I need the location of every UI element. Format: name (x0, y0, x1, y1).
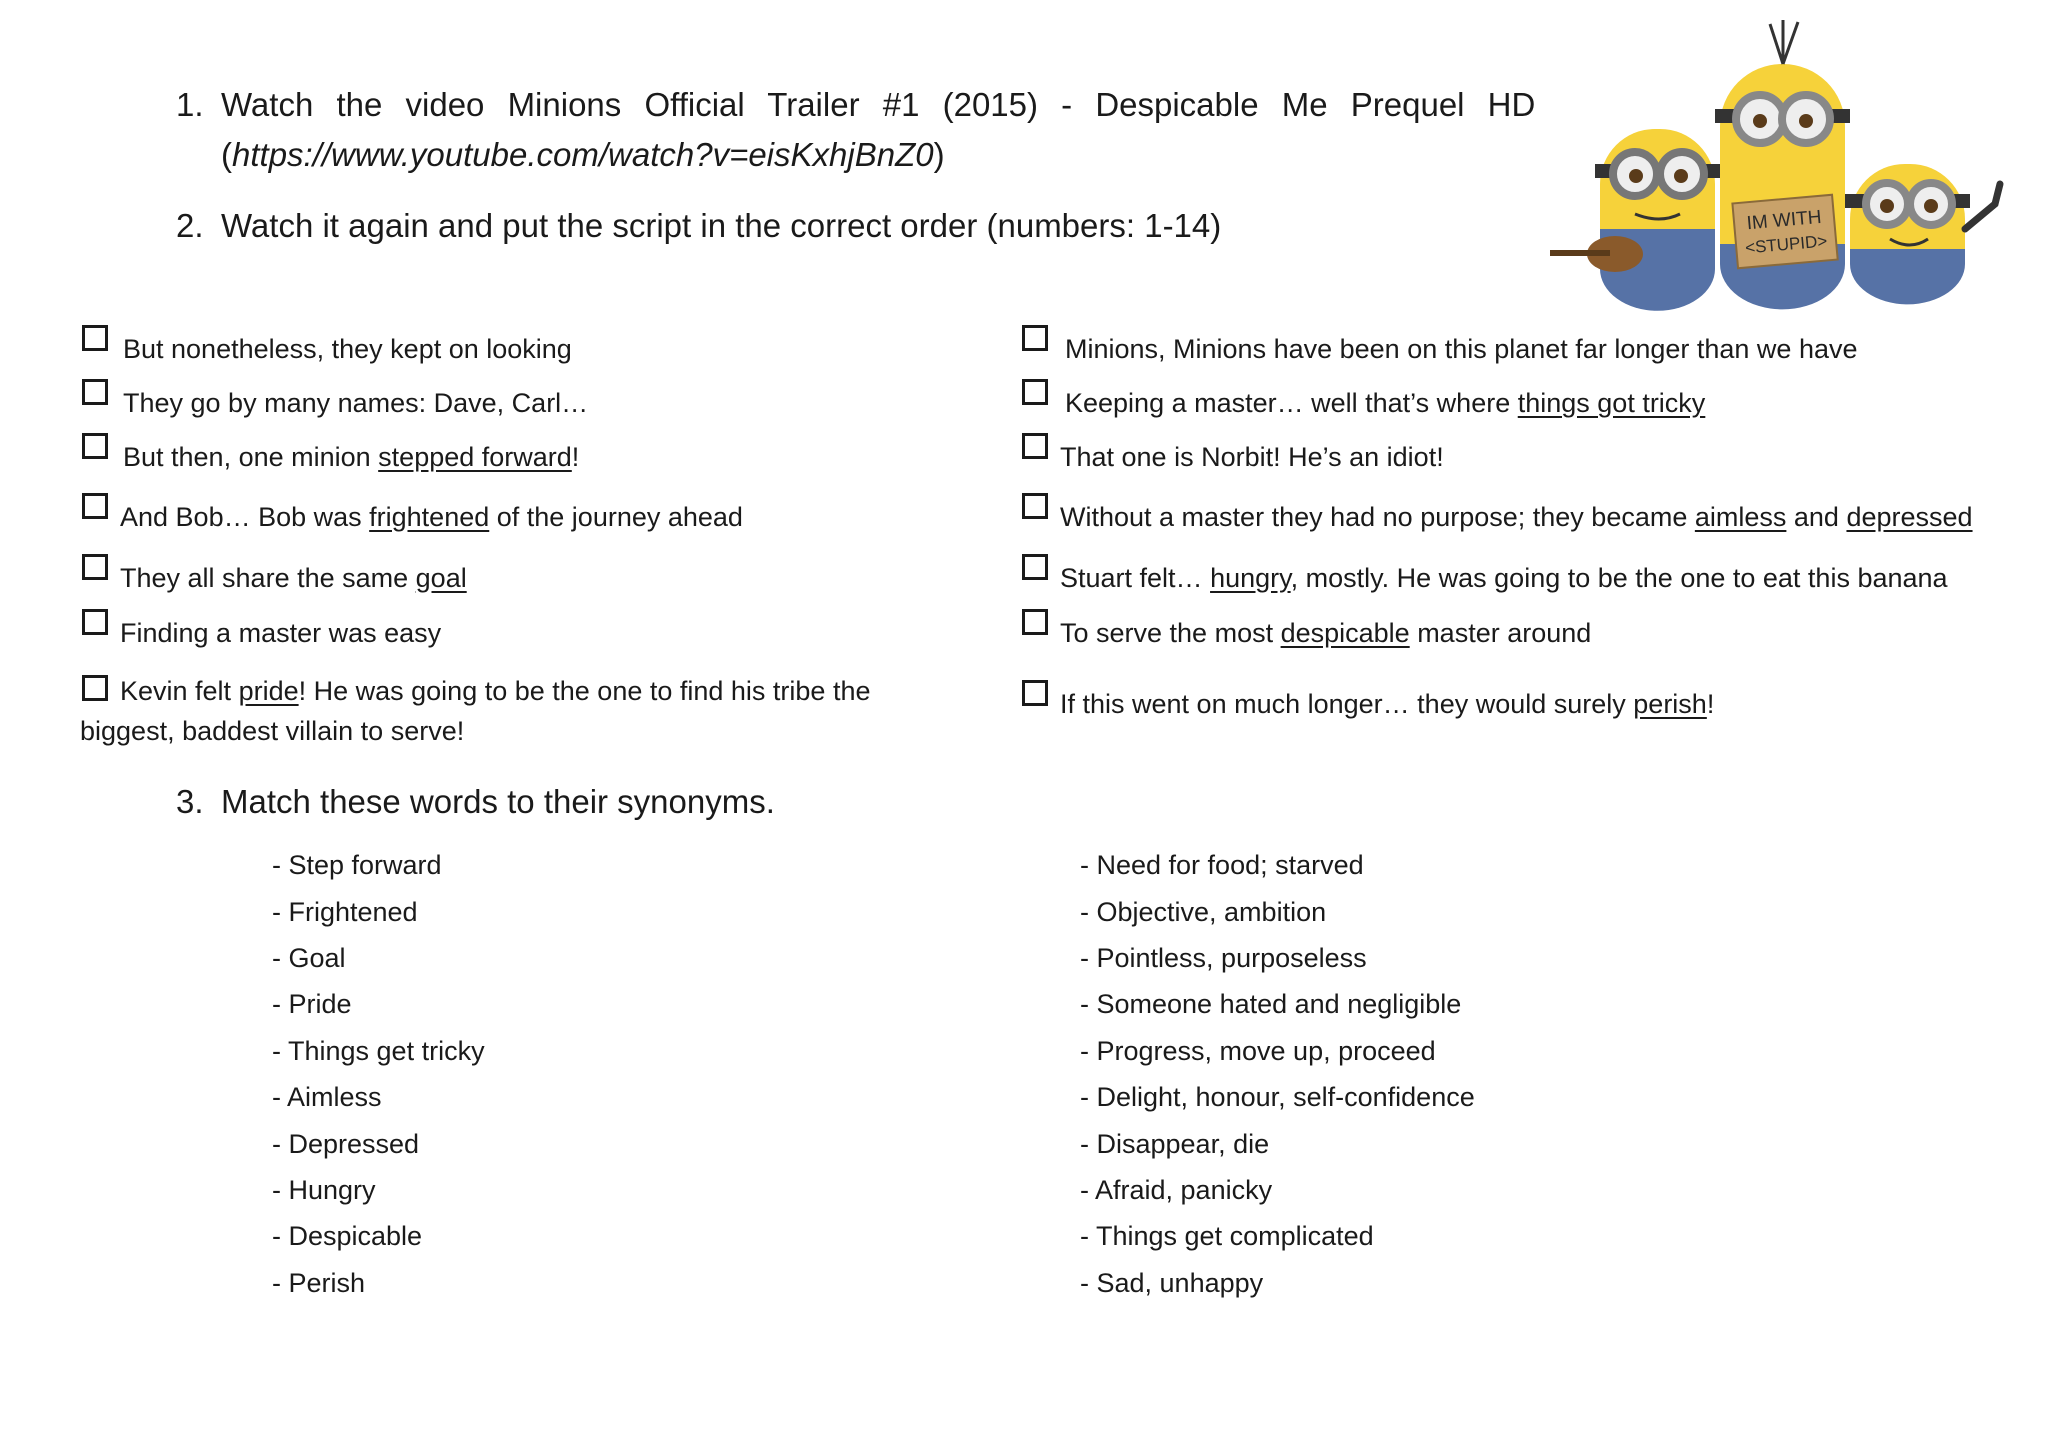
instruction-3-text: Match these words to their synonyms. (221, 783, 775, 820)
script-line (120, 562, 467, 595)
script-line: Finding a master was easy (120, 618, 442, 648)
text-part: And Bob… Bob was (120, 502, 370, 532)
script-item-left-1 (82, 333, 572, 366)
order-checkbox[interactable] (1022, 609, 1048, 635)
order-checkbox[interactable] (82, 675, 108, 701)
order-checkbox[interactable] (82, 609, 108, 635)
script-item-right-5 (1022, 562, 1948, 595)
script-line (1060, 562, 1948, 595)
text-part: Stuart felt… (1060, 563, 1211, 593)
sign-line-2: <STUPID> (1744, 231, 1828, 258)
word-item: - Aimless (272, 1082, 382, 1112)
script-item-left-4 (82, 501, 743, 534)
text-part: master around (1409, 618, 1592, 648)
word-item: - Frightened (272, 897, 418, 927)
minion-middle (1715, 20, 1850, 309)
synonym-item: - Things get complicated (1080, 1221, 1374, 1251)
vocab-word: despicable (1280, 618, 1410, 648)
order-checkbox[interactable] (1022, 554, 1048, 580)
synonym-item: - Sad, unhappy (1080, 1268, 1264, 1298)
instruction-3 (176, 777, 1076, 827)
script-item-right-7 (1022, 688, 1714, 721)
word-item: - Goal (272, 943, 346, 973)
script-line: But nonetheless, they kept on looking (123, 334, 572, 364)
text-part: Without a master they had no purpose; they became (1060, 502, 1695, 532)
sign-line-1: IM WITH (1745, 206, 1823, 235)
text-part: Kevin felt (120, 676, 239, 706)
synonym-item: - Progress, move up, proceed (1080, 1036, 1436, 1066)
text-part: They all share the same (120, 563, 416, 593)
script-item-right-1 (1022, 333, 1858, 366)
text-part: ! (1706, 689, 1715, 719)
order-checkbox[interactable] (1022, 379, 1048, 405)
synonym-item: - Pointless, purposeless (1080, 943, 1367, 973)
script-item-left-3 (82, 441, 579, 474)
order-checkbox[interactable] (1022, 680, 1048, 706)
vocab-word: goal (415, 563, 467, 593)
word-item: - Things get tricky (272, 1036, 485, 1066)
text-part: , mostly. He was going to be the one to eat this banana (1290, 563, 1948, 593)
synonym-item: - Delight, honour, self-confidence (1080, 1082, 1475, 1112)
synonym-item: - Disappear, die (1080, 1129, 1270, 1159)
word-item: - Perish (272, 1268, 366, 1298)
order-checkbox[interactable] (82, 554, 108, 580)
text-part: If this went on much longer… they would surely (1060, 689, 1634, 719)
vocab-word: stepped forward (378, 442, 572, 472)
script-item-right-4 (1022, 501, 1973, 534)
word-item: - Despicable (272, 1221, 423, 1251)
text-part: Keeping a master… well that’s where (1065, 388, 1518, 418)
script-line: They go by many names: Dave, Carl… (123, 388, 589, 418)
script-line (80, 676, 870, 746)
script-line: Minions, Minions have been on this planet far longer than we have (1065, 334, 1858, 364)
script-line (1065, 387, 1705, 420)
script-item-left-6 (82, 617, 441, 650)
script-line (1060, 688, 1714, 721)
synonym-item: - Someone hated and negligible (1080, 989, 1462, 1019)
instruction-1 (176, 80, 1536, 180)
text-part: ! He was going to be the one to find his tribe the biggest, baddest villain to serve! (80, 676, 871, 746)
synonym-item: - Need for food; starved (1080, 850, 1364, 880)
word-item: - Pride (272, 989, 352, 1019)
video-link[interactable]: https://www.youtube.com/watch?v=eisKxhjBnZ0 (232, 136, 934, 173)
vocab-word: depressed (1846, 502, 1973, 532)
link-open-paren: ( (221, 136, 232, 173)
script-line: That one is Norbit! He’s an idiot! (1060, 442, 1444, 472)
vocab-word: pride (238, 676, 299, 706)
order-checkbox[interactable] (1022, 433, 1048, 459)
script-item-right-2 (1022, 387, 1705, 420)
script-line (120, 501, 743, 534)
script-item-right-3 (1022, 441, 1444, 474)
instruction-2-number: 2. (176, 207, 204, 244)
word-item: - Hungry (272, 1175, 376, 1205)
instruction-2 (176, 201, 1476, 251)
script-item-right-6 (1022, 617, 1591, 650)
script-item-left-7 (80, 671, 940, 751)
text-part: and (1786, 502, 1847, 532)
minion-right (1845, 164, 2000, 304)
instruction-2-text: Watch it again and put the script in the correct order (numbers: 1-14) (221, 207, 1222, 244)
text-part: But then, one minion (123, 442, 379, 472)
word-item: - Step forward (272, 850, 442, 880)
order-checkbox[interactable] (1022, 493, 1048, 519)
order-checkbox[interactable] (82, 493, 108, 519)
script-item-left-2 (82, 387, 588, 420)
text-part: To serve the most (1060, 618, 1281, 648)
text-part: of the journey ahead (489, 502, 743, 532)
instruction-1-link-line (221, 130, 945, 180)
order-checkbox[interactable] (1022, 325, 1048, 351)
order-checkbox[interactable] (82, 433, 108, 459)
order-checkbox[interactable] (82, 325, 108, 351)
script-line (123, 441, 579, 474)
script-item-left-5 (82, 562, 467, 595)
vocab-word: frightened (369, 502, 490, 532)
word-item: - Depressed (272, 1129, 420, 1159)
link-close-paren: ) (933, 136, 945, 173)
instruction-3-number: 3. (176, 783, 204, 820)
minion-left (1550, 129, 1720, 311)
synonym-item: - Afraid, panicky (1080, 1175, 1273, 1205)
script-line (1060, 501, 1973, 534)
text-part: ! (571, 442, 580, 472)
vocab-word: hungry (1210, 563, 1291, 593)
minions-illustration (1540, 14, 2030, 319)
order-checkbox[interactable] (82, 379, 108, 405)
synonym-item: - Objective, ambition (1080, 897, 1327, 927)
vocab-word: aimless (1694, 502, 1787, 532)
vocab-word: perish (1633, 689, 1707, 719)
instruction-1-text: Watch the video Minions Official Trailer #1 (2015) - Despicable Me Prequel HD (221, 86, 1536, 123)
instruction-1-number: 1. (176, 86, 204, 123)
vocab-word: things got tricky (1517, 388, 1706, 418)
script-line (1060, 617, 1591, 650)
